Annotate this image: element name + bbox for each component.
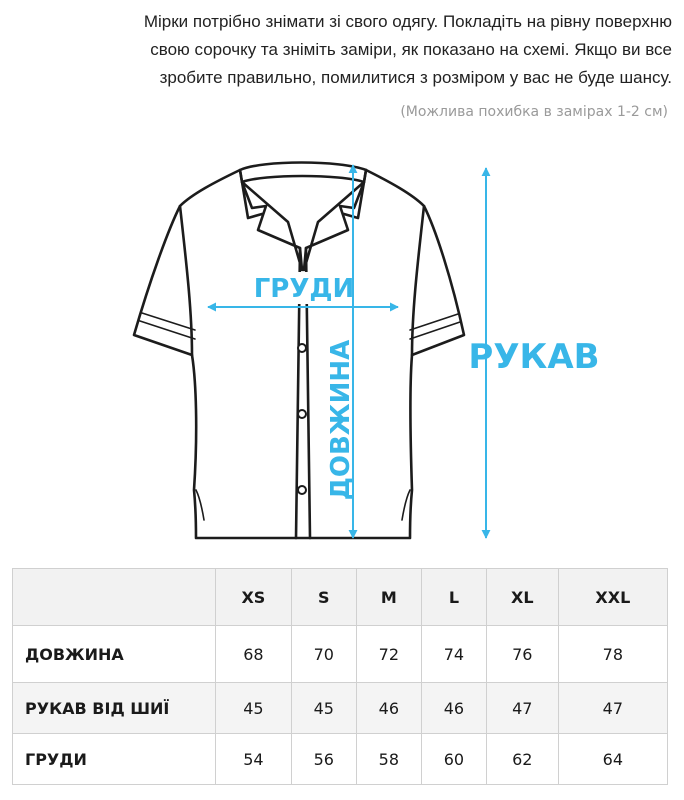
chest-label: ГРУДИ (253, 274, 355, 304)
intro-text (0, 8, 672, 92)
table-cell: 72 (356, 626, 421, 683)
table-cell: 78 (558, 626, 667, 683)
table-cell: 47 (558, 683, 667, 734)
intro-line-2: свою сорочку та зніміть заміри, як показано на схемі. Якщо ви все (150, 40, 672, 59)
row-label-sleeve: РУКАВ ВІД ШИЇ (13, 683, 216, 734)
size-header-xs: XS (216, 569, 292, 626)
table-row (13, 626, 668, 683)
table-cell: 56 (291, 734, 356, 785)
table-cell: 47 (486, 683, 558, 734)
measurement-error-note: (Можлива похибка в замірах 1-2 см) (400, 104, 668, 120)
table-row (13, 683, 668, 734)
size-header-l: L (421, 569, 486, 626)
size-header-xl: XL (486, 569, 558, 626)
table-cell: 68 (216, 626, 292, 683)
shirt-button (298, 410, 306, 418)
size-header-s: S (291, 569, 356, 626)
intro-line-1: Мірки потрібно знімати зі свого одягу. Покладіть на рівну поверхню (143, 12, 672, 31)
shirt-diagram-svg (0, 130, 684, 555)
table-cell: 74 (421, 626, 486, 683)
size-header-row (13, 569, 668, 626)
table-row (13, 734, 668, 785)
table-cell: 76 (486, 626, 558, 683)
table-cell: 45 (291, 683, 356, 734)
table-cell: 58 (356, 734, 421, 785)
length-label: ДОВЖИНА (326, 339, 356, 501)
intro-line-3: зробите правильно, помилитися з розміром у вас не буде шансу. (159, 68, 672, 87)
table-cell: 64 (558, 734, 667, 785)
table-cell: 46 (356, 683, 421, 734)
row-label-chest: ГРУДИ (13, 734, 216, 785)
shirt-button (298, 344, 306, 352)
shirt-button (298, 486, 306, 494)
table-cell: 45 (216, 683, 292, 734)
table-cell: 54 (216, 734, 292, 785)
shirt-measurement-diagram (0, 130, 684, 555)
row-label-length: ДОВЖИНА (13, 626, 216, 683)
table-cell: 70 (291, 626, 356, 683)
table-cell: 60 (421, 734, 486, 785)
sleeve-label: РУКАВ (468, 337, 600, 377)
size-chart-table (12, 568, 668, 785)
size-header-m: M (356, 569, 421, 626)
table-cell: 46 (421, 683, 486, 734)
size-header-xxl: XXL (558, 569, 667, 626)
corner-cell (13, 569, 216, 626)
table-cell: 62 (486, 734, 558, 785)
